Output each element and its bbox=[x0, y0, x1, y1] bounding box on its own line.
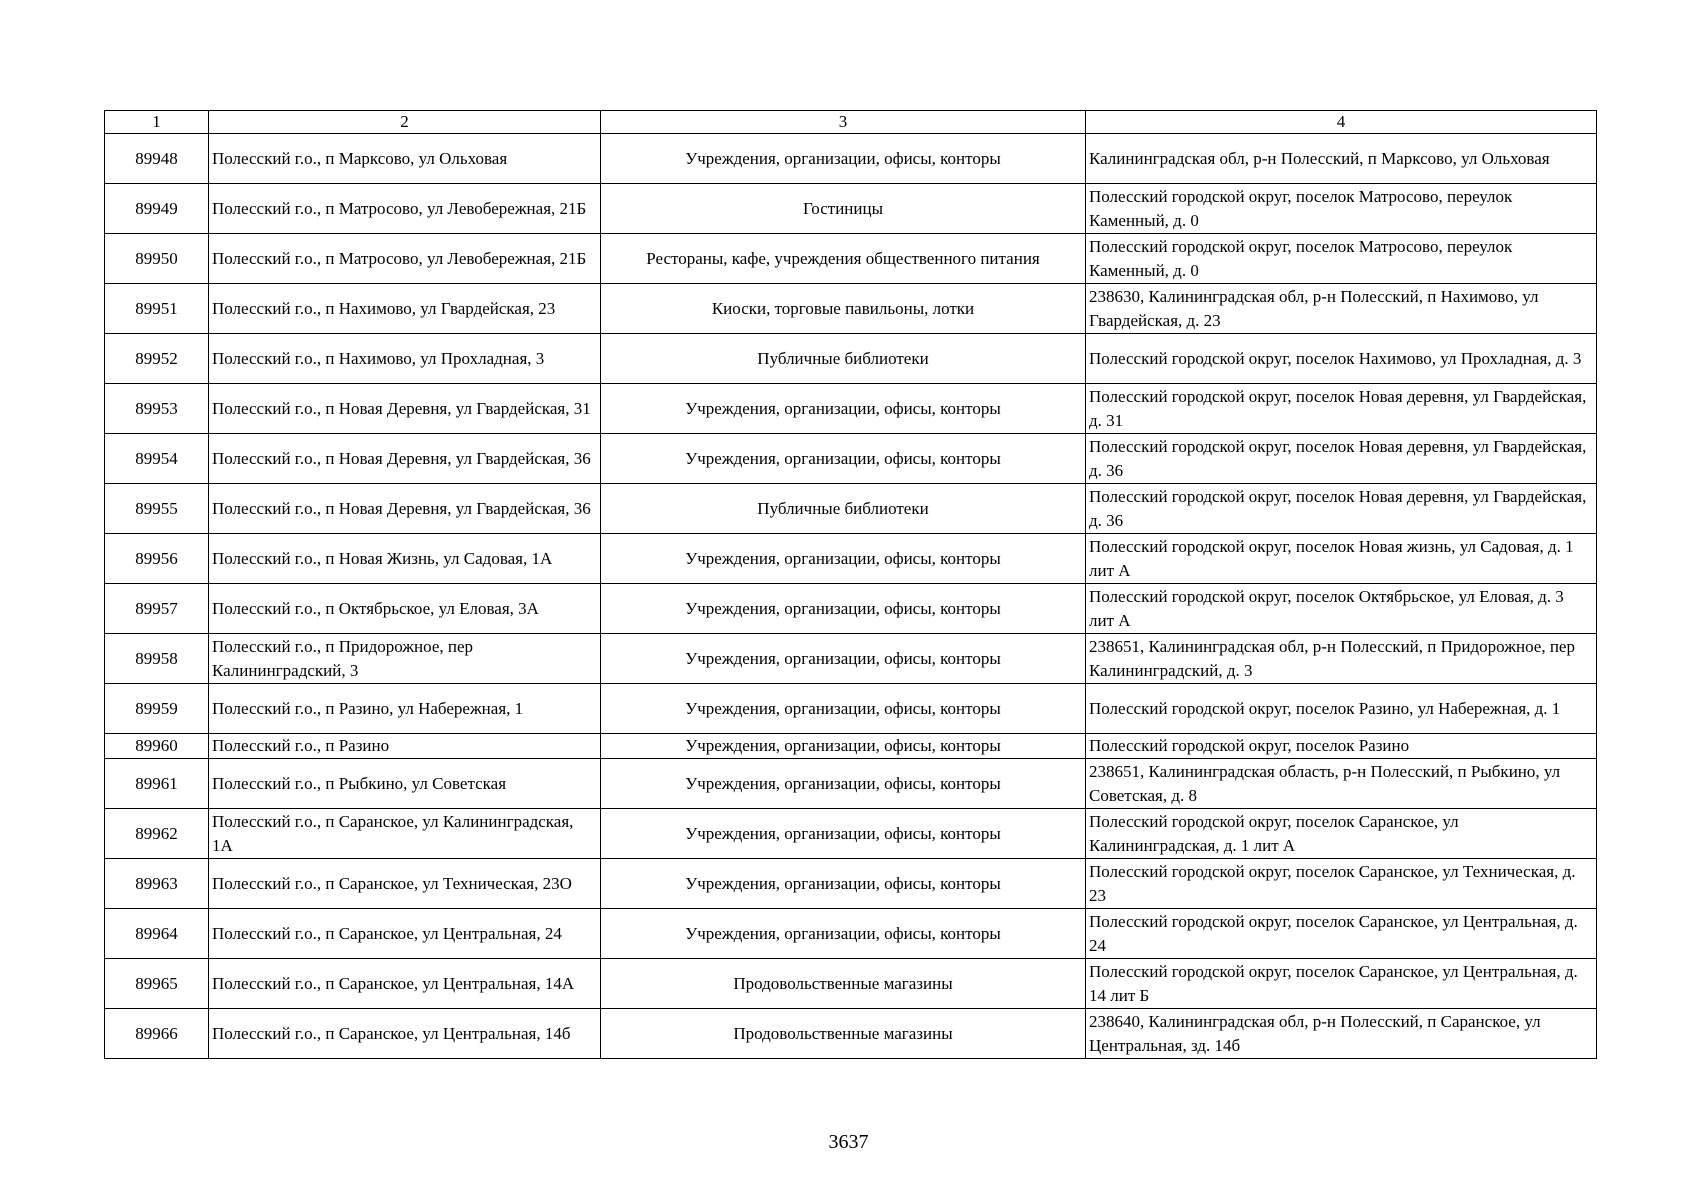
page-number: 3637 bbox=[828, 1131, 869, 1153]
address-full: Полесский городской округ, поселок Разино bbox=[1086, 734, 1597, 759]
address-full: Полесский городской округ, поселок Разино, ул Набережная, д. 1 bbox=[1086, 684, 1597, 734]
table-row bbox=[105, 859, 1597, 909]
record-number: 89960 bbox=[105, 734, 209, 759]
address-short: Полесский г.о., п Матросово, ул Левобережная, 21Б bbox=[209, 234, 601, 284]
record-number: 89966 bbox=[105, 1009, 209, 1059]
address-short: Полесский г.о., п Саранское, ул Техническая, 23О bbox=[209, 859, 601, 909]
address-short: Полесский г.о., п Октябрьское, ул Еловая, 3А bbox=[209, 584, 601, 634]
registry-table bbox=[104, 110, 1597, 1059]
facility-type: Учреждения, организации, офисы, конторы bbox=[601, 384, 1086, 434]
address-short: Полесский г.о., п Марксово, ул Ольховая bbox=[209, 134, 601, 184]
address-full: Калининградская обл, р-н Полесский, п Марксово, ул Ольховая bbox=[1086, 134, 1597, 184]
address-full: Полесский городской округ, поселок Саранское, ул Техническая, д. 23 bbox=[1086, 859, 1597, 909]
address-full: Полесский городской округ, поселок Саранское, ул Центральная, д. 14 лит Б bbox=[1086, 959, 1597, 1009]
record-number: 89954 bbox=[105, 434, 209, 484]
facility-type: Публичные библиотеки bbox=[601, 484, 1086, 534]
record-number: 89951 bbox=[105, 284, 209, 334]
address-short: Полесский г.о., п Нахимово, ул Прохладная, 3 bbox=[209, 334, 601, 384]
facility-type: Учреждения, организации, офисы, конторы bbox=[601, 534, 1086, 584]
address-full: Полесский городской округ, поселок Новая деревня, ул Гвардейская, д. 36 bbox=[1086, 434, 1597, 484]
address-full: Полесский городской округ, поселок Новая деревня, ул Гвардейская, д. 36 bbox=[1086, 484, 1597, 534]
address-short: Полесский г.о., п Нахимово, ул Гвардейская, 23 bbox=[209, 284, 601, 334]
facility-type: Продовольственные магазины bbox=[601, 959, 1086, 1009]
table-row bbox=[105, 809, 1597, 859]
record-number: 89961 bbox=[105, 759, 209, 809]
address-full: Полесский городской округ, поселок Матросово, переулок Каменный, д. 0 bbox=[1086, 184, 1597, 234]
address-full: Полесский городской округ, поселок Новая жизнь, ул Садовая, д. 1 лит А bbox=[1086, 534, 1597, 584]
address-short: Полесский г.о., п Новая Деревня, ул Гвардейская, 31 bbox=[209, 384, 601, 434]
facility-type: Учреждения, организации, офисы, конторы bbox=[601, 859, 1086, 909]
facility-type: Учреждения, организации, офисы, конторы bbox=[601, 909, 1086, 959]
table-row bbox=[105, 484, 1597, 534]
facility-type: Продовольственные магазины bbox=[601, 1009, 1086, 1059]
header-row bbox=[105, 111, 1597, 134]
column-header-4: 4 bbox=[1086, 111, 1597, 134]
record-number: 89948 bbox=[105, 134, 209, 184]
table-row bbox=[105, 634, 1597, 684]
column-header-2: 2 bbox=[209, 111, 601, 134]
address-full: Полесский городской округ, поселок Октябрьское, ул Еловая, д. 3 лит А bbox=[1086, 584, 1597, 634]
facility-type: Учреждения, организации, офисы, конторы bbox=[601, 734, 1086, 759]
table-row bbox=[105, 284, 1597, 334]
record-number: 89958 bbox=[105, 634, 209, 684]
record-number: 89955 bbox=[105, 484, 209, 534]
table-row bbox=[105, 434, 1597, 484]
address-short: Полесский г.о., п Разино, ул Набережная, 1 bbox=[209, 684, 601, 734]
table-row bbox=[105, 184, 1597, 234]
table-row bbox=[105, 959, 1597, 1009]
record-number: 89949 bbox=[105, 184, 209, 234]
address-short: Полесский г.о., п Разино bbox=[209, 734, 601, 759]
address-full: 238640, Калининградская обл, р-н Полесский, п Саранское, ул Центральная, зд. 14б bbox=[1086, 1009, 1597, 1059]
table-body bbox=[105, 134, 1597, 1059]
table-row bbox=[105, 759, 1597, 809]
facility-type: Учреждения, организации, офисы, конторы bbox=[601, 809, 1086, 859]
table-row bbox=[105, 684, 1597, 734]
address-short: Полесский г.о., п Новая Деревня, ул Гвардейская, 36 bbox=[209, 484, 601, 534]
address-short: Полесский г.о., п Новая Деревня, ул Гвардейская, 36 bbox=[209, 434, 601, 484]
facility-type: Учреждения, организации, офисы, конторы bbox=[601, 634, 1086, 684]
address-full: 238651, Калининградская область, р-н Полесский, п Рыбкино, ул Советская, д. 8 bbox=[1086, 759, 1597, 809]
record-number: 89962 bbox=[105, 809, 209, 859]
address-short: Полесский г.о., п Рыбкино, ул Советская bbox=[209, 759, 601, 809]
record-number: 89952 bbox=[105, 334, 209, 384]
address-short: Полесский г.о., п Саранское, ул Центральная, 24 bbox=[209, 909, 601, 959]
facility-type: Учреждения, организации, офисы, конторы bbox=[601, 684, 1086, 734]
record-number: 89950 bbox=[105, 234, 209, 284]
record-number: 89959 bbox=[105, 684, 209, 734]
address-short: Полесский г.о., п Новая Жизнь, ул Садовая, 1А bbox=[209, 534, 601, 584]
table-row bbox=[105, 1009, 1597, 1059]
address-full: Полесский городской округ, поселок Нахимово, ул Прохладная, д. 3 bbox=[1086, 334, 1597, 384]
facility-type: Публичные библиотеки bbox=[601, 334, 1086, 384]
address-full: Полесский городской округ, поселок Саранское, ул Калининградская, д. 1 лит А bbox=[1086, 809, 1597, 859]
record-number: 89953 bbox=[105, 384, 209, 434]
address-full: Полесский городской округ, поселок Матросово, переулок Каменный, д. 0 bbox=[1086, 234, 1597, 284]
facility-type: Киоски, торговые павильоны, лотки bbox=[601, 284, 1086, 334]
facility-type: Учреждения, организации, офисы, конторы bbox=[601, 584, 1086, 634]
address-short: Полесский г.о., п Саранское, ул Центральная, 14А bbox=[209, 959, 601, 1009]
record-number: 89957 bbox=[105, 584, 209, 634]
table-row bbox=[105, 909, 1597, 959]
record-number: 89964 bbox=[105, 909, 209, 959]
table-row bbox=[105, 584, 1597, 634]
record-number: 89963 bbox=[105, 859, 209, 909]
record-number: 89956 bbox=[105, 534, 209, 584]
facility-type: Рестораны, кафе, учреждения общественного питания bbox=[601, 234, 1086, 284]
table-row bbox=[105, 734, 1597, 759]
table-row bbox=[105, 134, 1597, 184]
address-short: Полесский г.о., п Придорожное, пер Калининградский, 3 bbox=[209, 634, 601, 684]
address-full: Полесский городской округ, поселок Новая деревня, ул Гвардейская, д. 31 bbox=[1086, 384, 1597, 434]
column-header-3: 3 bbox=[601, 111, 1086, 134]
record-number: 89965 bbox=[105, 959, 209, 1009]
address-short: Полесский г.о., п Саранское, ул Калининградская, 1А bbox=[209, 809, 601, 859]
address-full: Полесский городской округ, поселок Саранское, ул Центральная, д. 24 bbox=[1086, 909, 1597, 959]
facility-type: Гостиницы bbox=[601, 184, 1086, 234]
column-header-1: 1 bbox=[105, 111, 209, 134]
facility-type: Учреждения, организации, офисы, конторы bbox=[601, 134, 1086, 184]
table-row bbox=[105, 234, 1597, 284]
table-row bbox=[105, 384, 1597, 434]
facility-type: Учреждения, организации, офисы, конторы bbox=[601, 434, 1086, 484]
address-full: 238651, Калининградская обл, р-н Полесский, п Придорожное, пер Калининградский, д. 3 bbox=[1086, 634, 1597, 684]
facility-type: Учреждения, организации, офисы, конторы bbox=[601, 759, 1086, 809]
address-full: 238630, Калининградская обл, р-н Полесский, п Нахимово, ул Гвардейская, д. 23 bbox=[1086, 284, 1597, 334]
table-row bbox=[105, 534, 1597, 584]
address-short: Полесский г.о., п Матросово, ул Левобережная, 21Б bbox=[209, 184, 601, 234]
address-short: Полесский г.о., п Саранское, ул Центральная, 14б bbox=[209, 1009, 601, 1059]
table-row bbox=[105, 334, 1597, 384]
